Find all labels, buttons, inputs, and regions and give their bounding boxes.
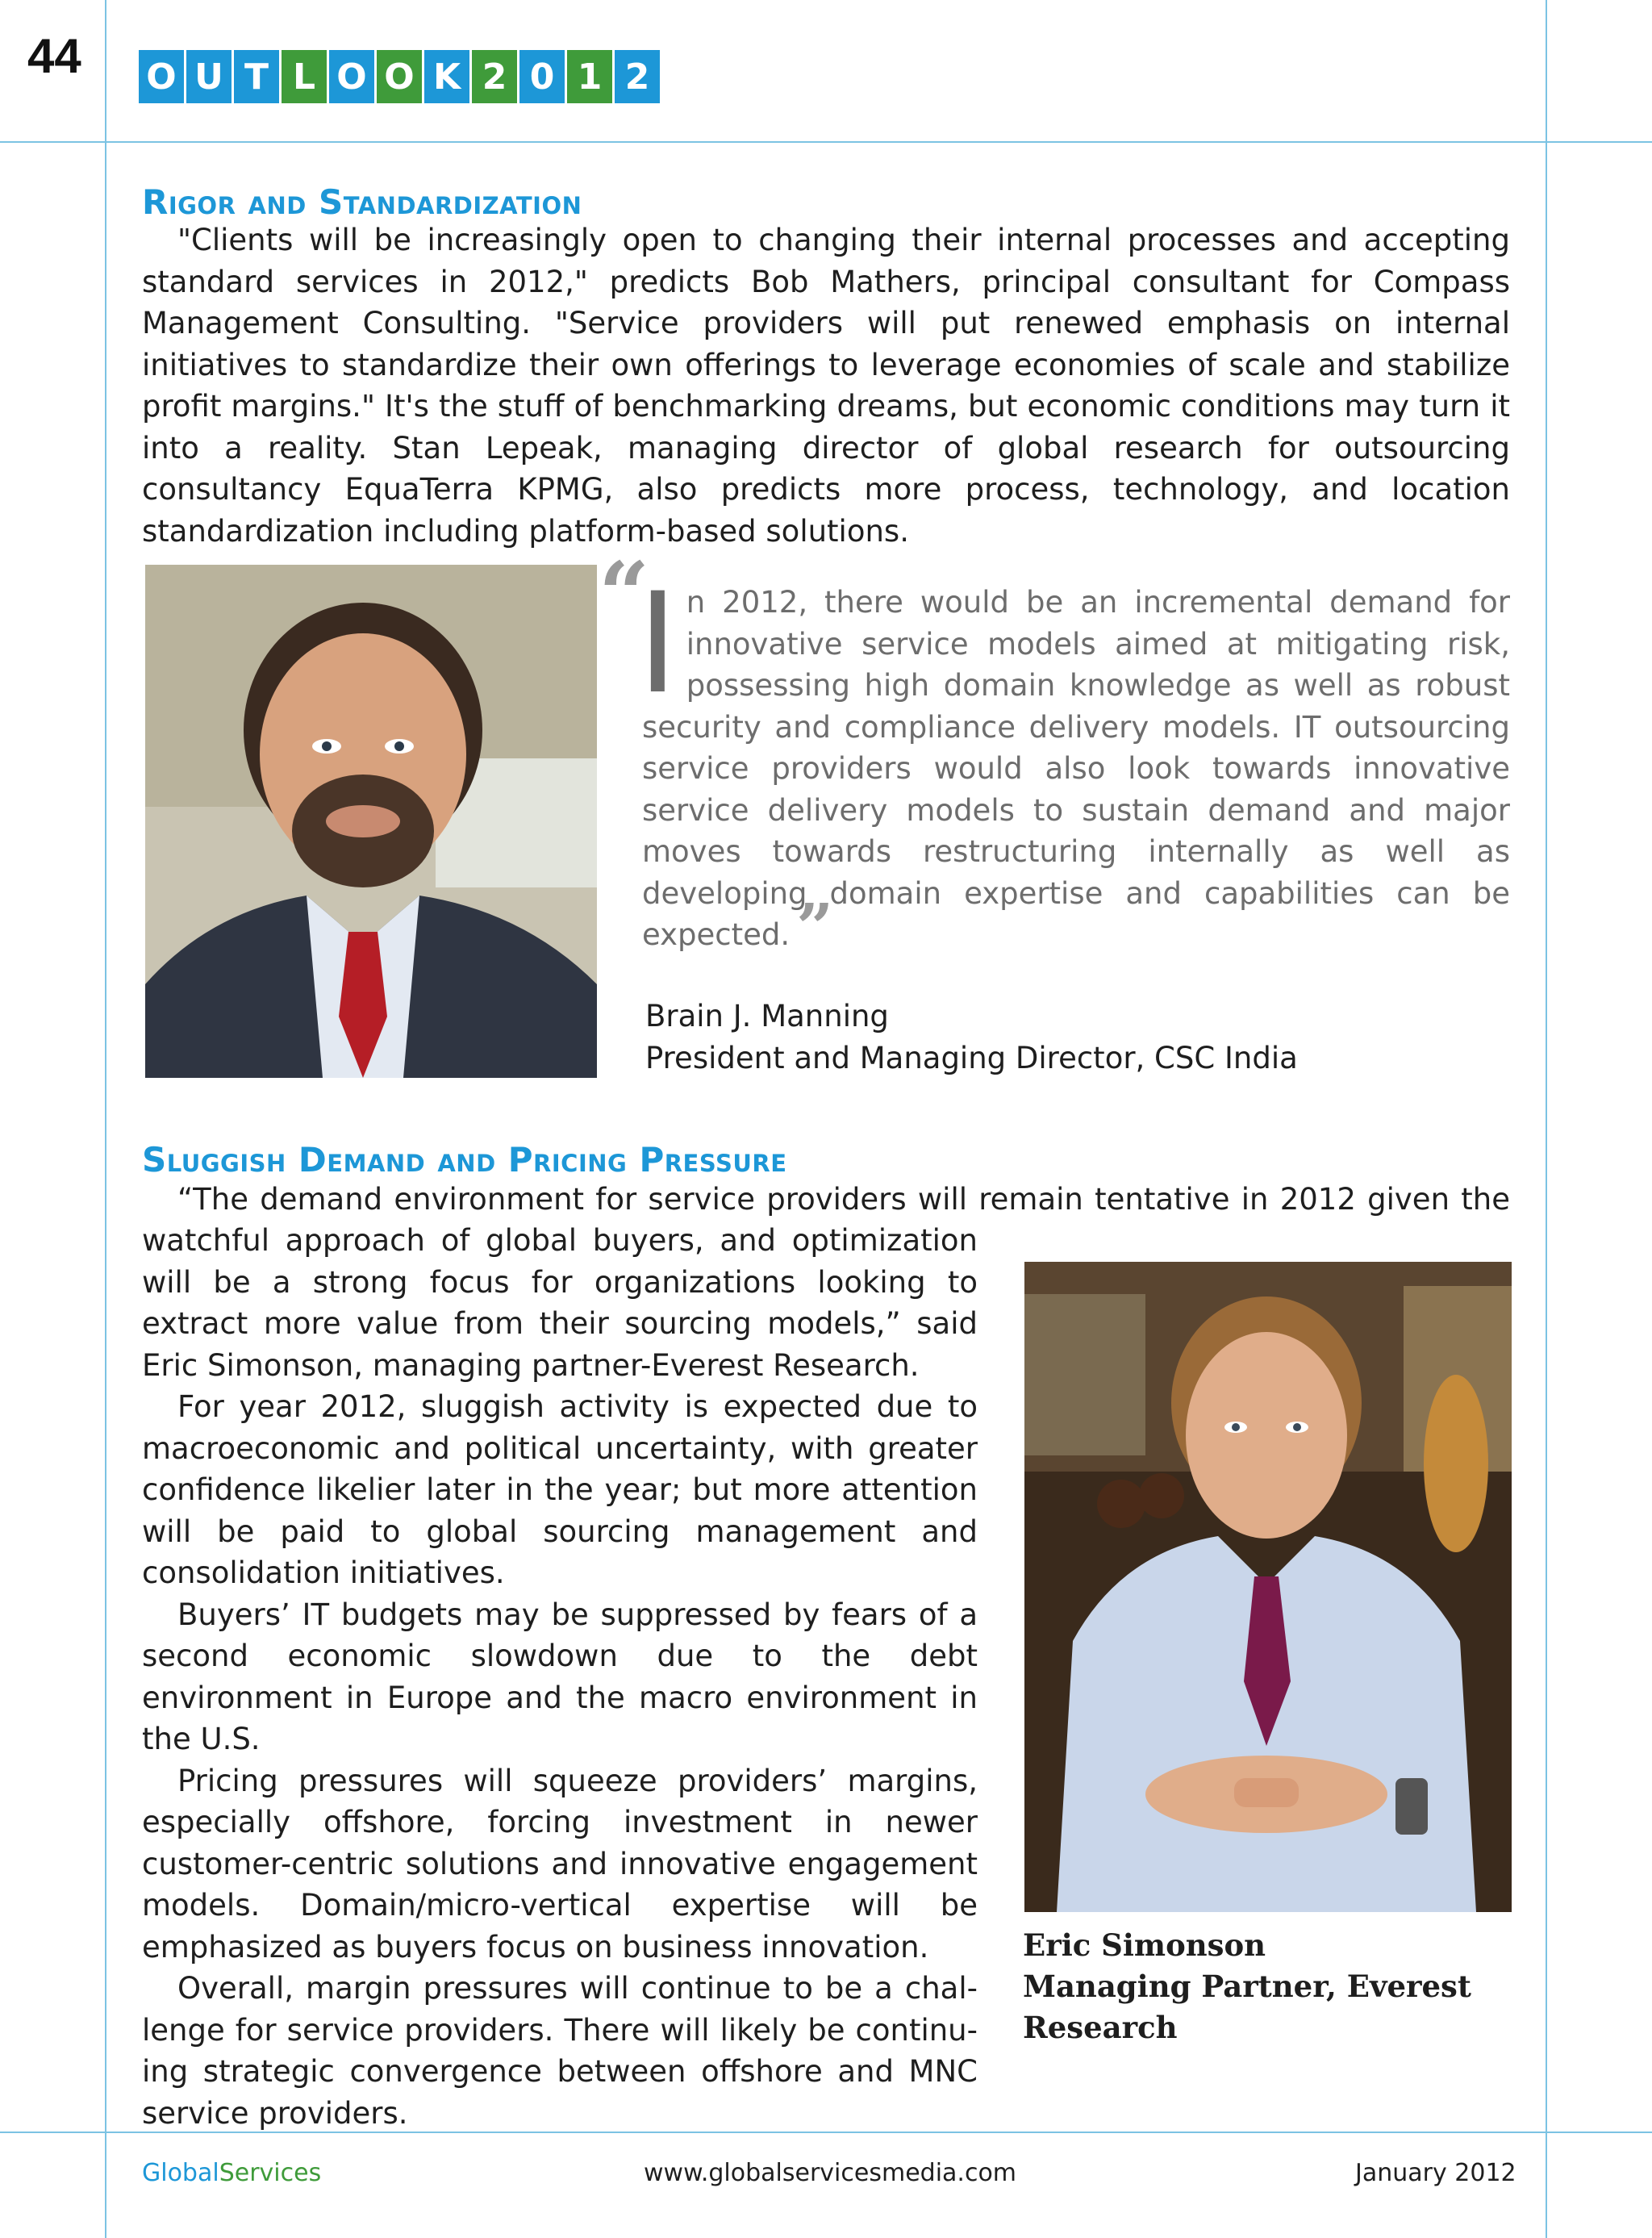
- outlook-letter: L: [282, 50, 327, 103]
- attribution-name: Brain J. Manning: [645, 999, 889, 1033]
- lead-line: “The demand environment for service providers will remain tentative in 2012 given the: [177, 1182, 1510, 1217]
- photo-eric-simonson: [1024, 1262, 1512, 1912]
- outlook-letter: 0: [519, 50, 565, 103]
- photo-brain-manning: [145, 565, 597, 1078]
- section-rigor-body: [142, 219, 1510, 552]
- paragraph: For year 2012, sluggish activity is expected due to macroeconomic and political uncertainty, with greater confidence likelier later in the year; but more attention will be paid to global sourcing management and consolidation initiatives.: [142, 1389, 978, 1590]
- left-margin-line: [105, 0, 106, 2238]
- outlook-letter: U: [186, 50, 232, 103]
- footer-date: January 2012: [1355, 2159, 1516, 2187]
- section-sluggish-body: [142, 1220, 978, 2134]
- photo-caption: [1023, 1925, 1523, 2048]
- pull-quote-text: n 2012, there would be an incremental demand for innovative service models aimed at mitigating risk, possessing high domain knowledge as well as robust security and compliance delivery models. IT outsourcing service providers would also look towards innovative service delivery models to sustain demand and major moves towards restructuring internally as well as developing domain expertise and capabilities can be expected.: [642, 585, 1510, 952]
- quote-attribution: [645, 996, 1298, 1079]
- outlook-letter: 2: [472, 50, 517, 103]
- section-sluggish-lead: [142, 1179, 1510, 1221]
- pull-quote: [637, 562, 1510, 965]
- section-heading-rigor: Rigor and Standardization: [142, 182, 582, 222]
- header-rule: [0, 141, 1652, 143]
- footer-url[interactable]: www.globalservicesmedia.com: [644, 2159, 1017, 2187]
- paragraph: Overall, margin pressures will continue to be a challenge for service providers. There will likely be continuing strategic convergence between offshore and MNC service providers.: [142, 1971, 978, 2131]
- caption-name: Eric Simonson: [1023, 1927, 1266, 1963]
- paragraph: "Clients will be increasingly open to changing their internal processes and accepting standard services in 2012," predicts Bob Mathers, principal consultant for Compass Management Consulting. "Service providers will put renewed emphasis on internal initiatives to standardize their own offerings to leverage economies of scale and stabilize profit margins." It's the stuff of benchmarking dreams, but economic conditions may turn it into a reality. Stan Lepeak, managing director of global research for outsourcing consultancy EquaTerra KPMG, also predicts more process, technology, and location standardization including platform-based solutions.: [142, 223, 1510, 549]
- caption-title: Managing Partner, Everest Research: [1023, 1969, 1471, 2045]
- paragraph: Pricing pressures will squeeze providers’ margins, especially offshore, forcing investment in newer customer-centric solutions and innovative engagement models. Domain/micro-vertical expertise will be emphasized as buyers focus on business innovation.: [142, 1763, 978, 1965]
- dropcap: I: [637, 562, 678, 724]
- footer-brand: [142, 2159, 321, 2187]
- outlook-letter: K: [424, 50, 469, 103]
- attribution-title: President and Managing Director, CSC India: [645, 1041, 1298, 1075]
- outlook-letter: O: [139, 50, 184, 103]
- outlook-letter: O: [329, 50, 374, 103]
- outlook-letter: 1: [567, 50, 612, 103]
- outlook-letter: O: [377, 50, 422, 103]
- page-number: 44: [27, 29, 81, 83]
- brand-global: Global: [142, 2159, 219, 2187]
- close-quote-icon: ”: [796, 889, 834, 965]
- outlook-letter: 2: [615, 50, 660, 103]
- right-margin-line: [1546, 0, 1547, 2238]
- section-heading-sluggish: Sluggish Demand and Pricing Pressure: [142, 1140, 787, 1180]
- outlook-letter: T: [234, 50, 279, 103]
- outlook-2012-banner: [139, 50, 662, 103]
- brand-services: Services: [219, 2159, 322, 2187]
- paragraph: Buyers’ IT budgets may be suppressed by fears of a second economic slowdown due to the debt environment in Europe and the macro environment in the U.S.: [142, 1597, 978, 1756]
- paragraph: watchful approach of global buyers, and optimization will be a strong focus for organizations looking to extract more value from their sourcing models,” said Eric Simonson, managing partner-Everest Research.: [142, 1223, 978, 1383]
- open-quote-icon: “: [599, 542, 650, 646]
